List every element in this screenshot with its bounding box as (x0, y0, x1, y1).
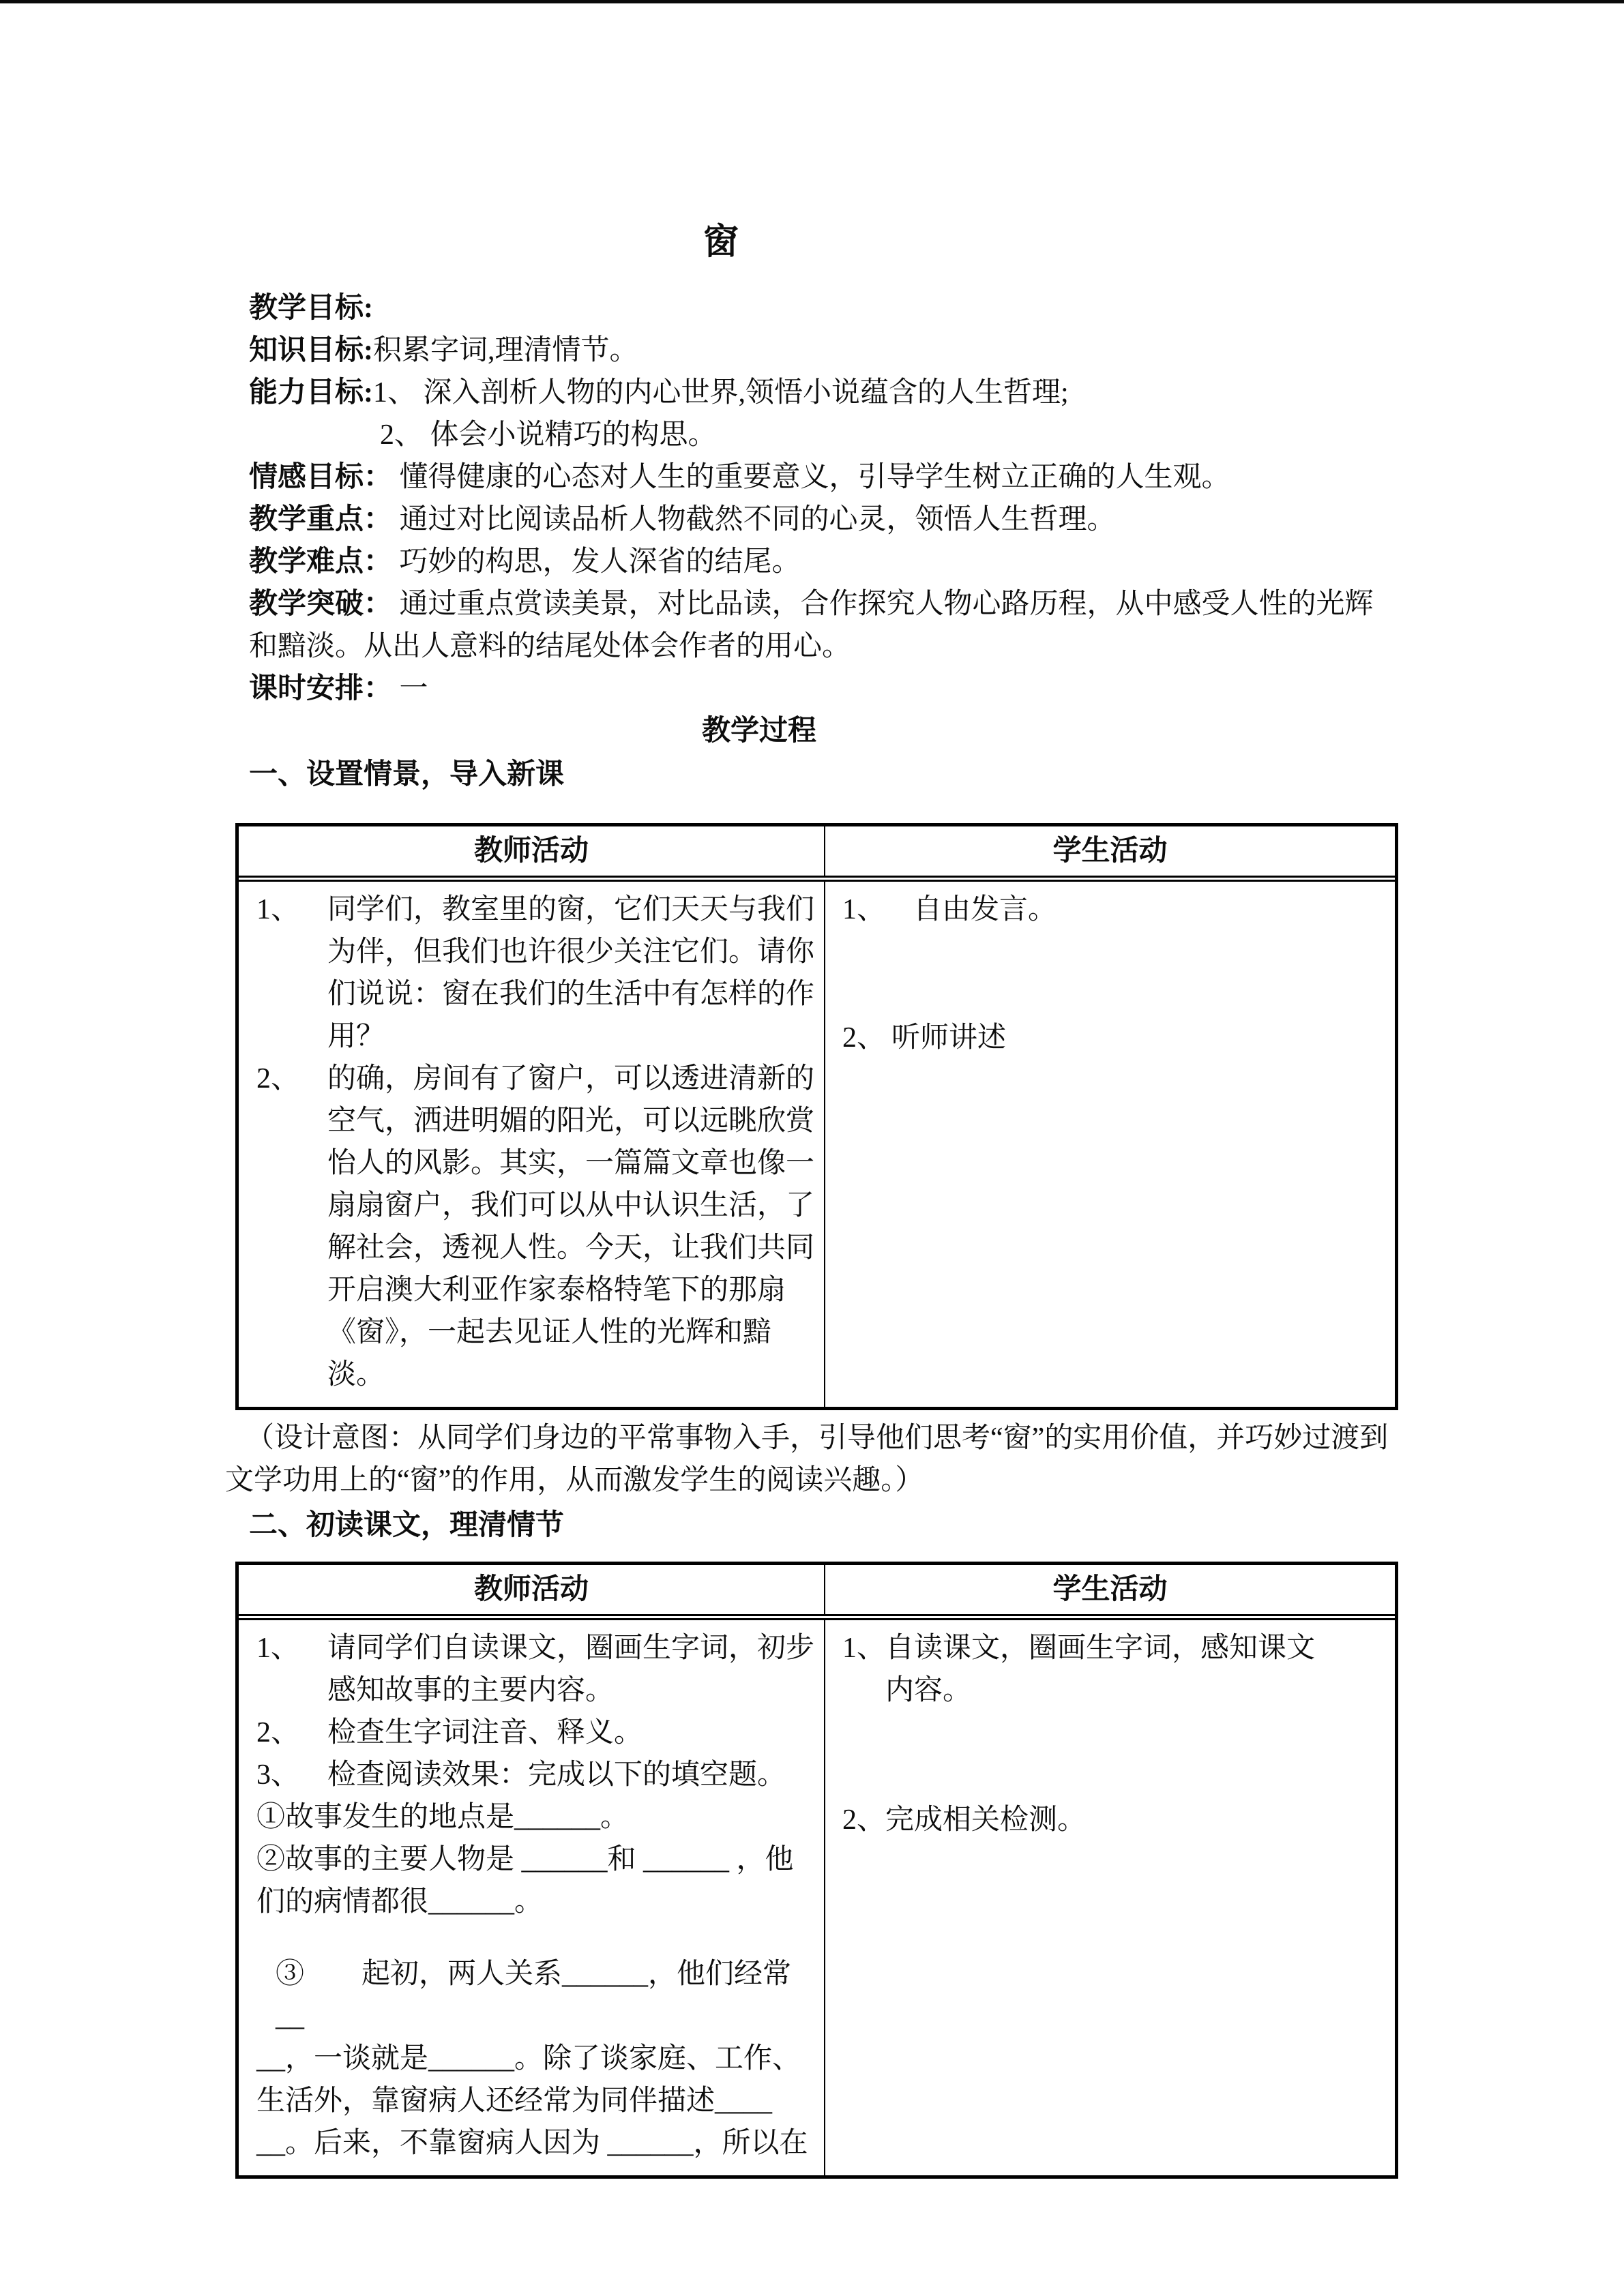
page-top-edge-bar (0, 0, 1624, 3)
table2-header-row (239, 1565, 1395, 1620)
fill-blank-line-3: ③ 起初，两人关系______，他们经常__ (276, 1958, 792, 2032)
objectives-heading-label: 教学目标: (249, 293, 373, 324)
knowledge-objective-label: 知识目标: (249, 335, 373, 366)
item-number: 2、 (256, 1717, 300, 1748)
teacher-item (256, 1058, 817, 1396)
table2-header-teacher: 教师活动 (473, 1574, 589, 1605)
item-text: 完成相关检测。 (885, 1804, 1087, 1836)
teaching-focus-text: 通过对比阅读品析人物截然不同的心灵，领悟人生哲理。 (392, 504, 1116, 535)
item-text: 检查阅读效果：完成以下的填空题。 (327, 1759, 786, 1791)
student-item (842, 1627, 1333, 1712)
teaching-focus-line (249, 498, 1399, 541)
ability-objective-label: 能力目标: (249, 377, 373, 408)
ability-objective-line-2 (249, 414, 1399, 456)
table2-student-cell (824, 1620, 1395, 2175)
table1-teacher-cell (239, 882, 824, 1407)
teacher-item (256, 1627, 817, 1712)
item-text: 自读课文，圈画生字词，感知课文内容。 (885, 1632, 1316, 1706)
teacher-item (256, 889, 817, 1058)
doc-title: 窗 (703, 223, 740, 262)
teaching-breakthrough-label: 教学突破： (249, 588, 393, 620)
lesson-schedule-label: 课时安排： (249, 673, 393, 704)
student-item (842, 1799, 1333, 1841)
teacher-item (256, 1754, 817, 1796)
item-number: 2、 (842, 1022, 886, 1054)
fill-blank-line-4: __，一谈就是______。除了谈家庭、工作、 (256, 2043, 801, 2074)
table1-header-student: 学生活动 (824, 826, 1395, 876)
lesson-schedule-line (249, 668, 1399, 710)
ability-objective-text: 1、 深入剖析人物的内心世界,领悟小说蕴含的人生哲理; (373, 377, 1069, 408)
ability-objective-line (249, 372, 1399, 414)
table1-body-row (239, 882, 1395, 1407)
item-text: 听师讲述 (891, 1022, 1007, 1054)
item-text: 检查生字词注音、释义。 (327, 1717, 643, 1748)
table1-header-row (239, 826, 1395, 882)
fill-blank-line-2: ②故事的主要人物是 ______和 ______ ，他们的病情都很______。 (256, 1844, 794, 1918)
item-text: 的确，房间有了窗户，可以透进清新的空气，洒进明媚的阳光，可以远眺欣赏怡人的风影。其实，一篇篇文章也像一扇扇窗户，我们可以从中认识生活，了解社会，透视人性。今天，让我们共同开启澳大利亚作家泰格特笔下的那扇《窗》，一起去见证人性的光辉和黯淡。 (327, 1063, 815, 1390)
teacher-item (256, 1712, 817, 1754)
objectives-heading (249, 287, 1399, 329)
item-text: 请同学们自读课文，圈画生字词，初步感知故事的主要内容。 (327, 1632, 815, 1706)
knowledge-objective-text: 积累字词,理清情节。 (373, 335, 638, 366)
item-number: 1、 (842, 1632, 886, 1664)
teaching-difficulty-line (249, 541, 1399, 583)
teaching-difficulty-text: 巧妙的构思，发人深省的结尾。 (392, 546, 801, 578)
item-text: 同学们，教室里的窗，它们天天与我们为伴，但我们也许很少关注它们。请你们说说：窗在我们的生活中有怎样的作用？ (327, 894, 815, 1052)
lesson-schedule-text: 一 (392, 673, 428, 704)
activity-table-1 (235, 823, 1398, 1410)
table1-header-teacher: 教师活动 (473, 835, 589, 867)
teaching-focus-label: 教学重点： (249, 504, 393, 535)
ability-objective-text-2: 2、 体会小说精巧的构思。 (380, 419, 717, 451)
fill-blank-line-5: 生活外，靠窗病人还经常为同伴描述____ (256, 2085, 773, 2117)
activity-table-2 (235, 1562, 1398, 2179)
section1-heading: 一、设置情景，导入新课 (249, 759, 565, 790)
item-number: 3、 (256, 1759, 300, 1791)
table2-body-row (239, 1620, 1395, 2175)
student-item (842, 889, 1333, 931)
item-number: 1、 (842, 894, 886, 925)
item-number: 2、 (842, 1804, 886, 1836)
item-number: 1、 (256, 894, 300, 925)
table2-teacher-cell (239, 1620, 824, 2175)
emotion-objective-line (249, 456, 1399, 498)
teaching-breakthrough-line (249, 583, 1399, 668)
emotion-objective-text: 懂得健康的心态对人生的重要意义，引导学生树立正确的人生观。 (392, 462, 1230, 493)
fill-blank-line-6: __。后来，不靠窗病人因为 ______，所以在 (256, 2128, 808, 2159)
student-item (842, 1017, 1333, 1059)
section2-heading: 二、初读课文，理清情节 (249, 1510, 565, 1541)
process-heading: 教学过程 (701, 715, 816, 747)
item-text: 自由发言。 (913, 894, 1057, 925)
item-number: 2、 (256, 1063, 300, 1094)
table2-header-student: 学生活动 (824, 1565, 1395, 1614)
emotion-objective-label: 情感目标： (249, 462, 393, 493)
table1-student-cell (824, 882, 1395, 1407)
knowledge-objective-line (249, 329, 1399, 372)
design-intent-note: （设计意图：从同学们身边的平常事物入手，引导他们思考“窗”的实用价值，并巧妙过渡到文学功用上的“窗”的作用，从而激发学生的阅读兴趣。） (225, 1422, 1389, 1496)
item-number: 1、 (256, 1632, 300, 1664)
teaching-breakthrough-text: 通过重点赏读美景，对比品读，合作探究人物心路历程，从中感受人性的光辉和黯淡。从出人意料的结尾处体会作者的用心。 (249, 588, 1374, 662)
teaching-difficulty-label: 教学难点： (249, 546, 393, 578)
fill-blank-line-1: ①故事发生的地点是______。 (256, 1802, 630, 1833)
